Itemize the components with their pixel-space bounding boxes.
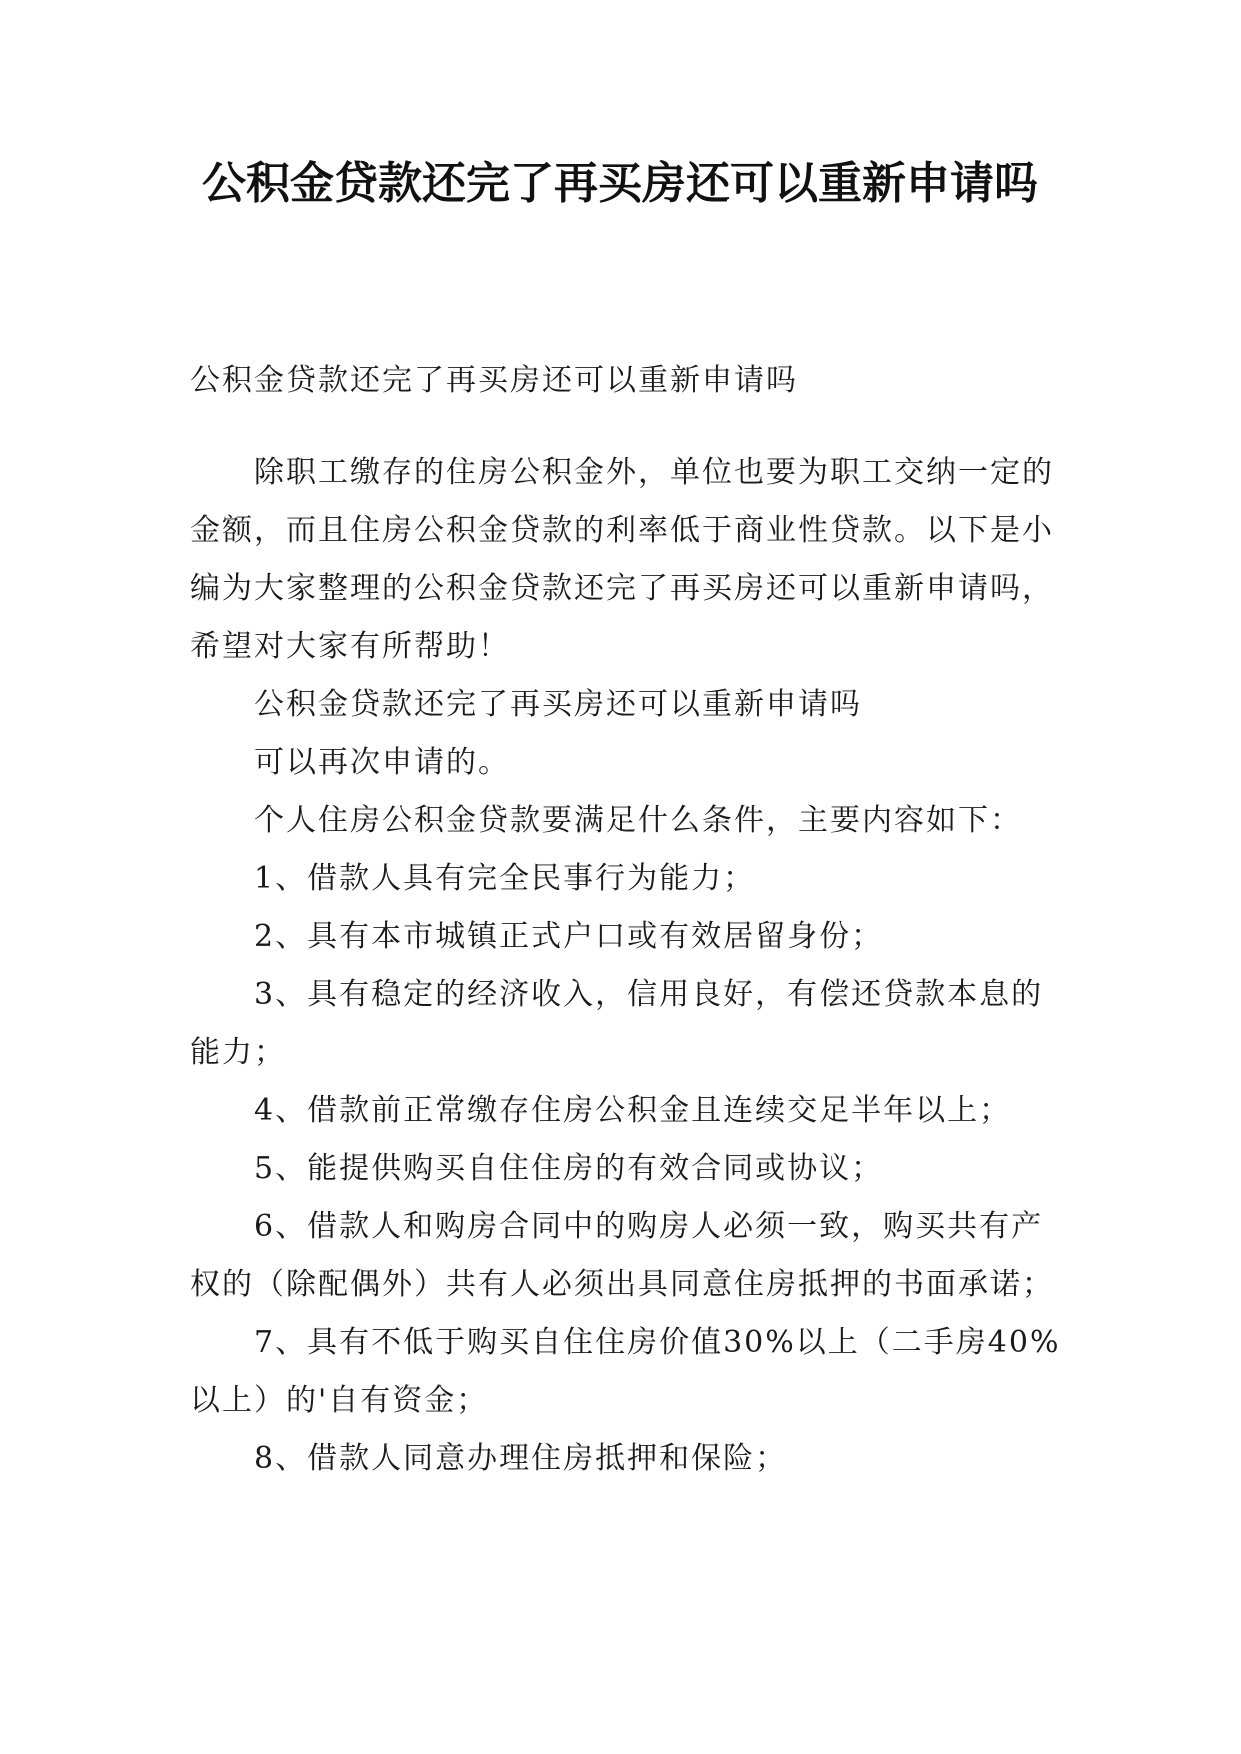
intro-paragraph: 除职工缴存的住房公积金外，单位也要为职工交纳一定的金额，而且住房公积金贷款的利率低于商业性贷款。以下是小编为大家整理的公积金贷款还完了再买房还可以重新申请吗，希望对大家有所帮助！ [190,455,1054,664]
condition-item: 4、借款前正常缴存住房公积金且连续交足半年以上； [254,1093,1012,1128]
section-heading: 公积金贷款还完了再买房还可以重新申请吗 [254,687,862,722]
condition-item: 5、能提供购买自住住房的有效合同或协议； [254,1151,884,1186]
condition-item: 3、具有稳定的经济收入，信用良好，有偿还贷款本息的能力； [190,977,1044,1070]
condition-item: 6、借款人和购房合同中的购房人必须一致，购买共有产权的（除配偶外）共有人必须出具同意住房抵押的书面承诺； [190,1209,1054,1302]
document-subtitle: 公积金贷款还完了再买房还可以重新申请吗 [190,363,798,398]
document-title: 公积金贷款还完了再买房还可以重新申请吗 [202,158,1038,209]
condition-item: 8、借款人同意办理住房抵押和保险； [254,1441,788,1476]
answer-paragraph: 可以再次申请的。 [254,745,510,780]
condition-item: 1、借款人具有完全民事行为能力； [254,861,756,896]
condition-item: 2、具有本市城镇正式户口或有效居留身份； [254,919,884,954]
document-body [190,352,1070,1488]
conditions-intro: 个人住房公积金贷款要满足什么条件，主要内容如下： [254,803,1022,838]
condition-item: 7、具有不低于购买自住住房价值30%以上（二手房40%以上）的'自有资金； [190,1325,1061,1418]
